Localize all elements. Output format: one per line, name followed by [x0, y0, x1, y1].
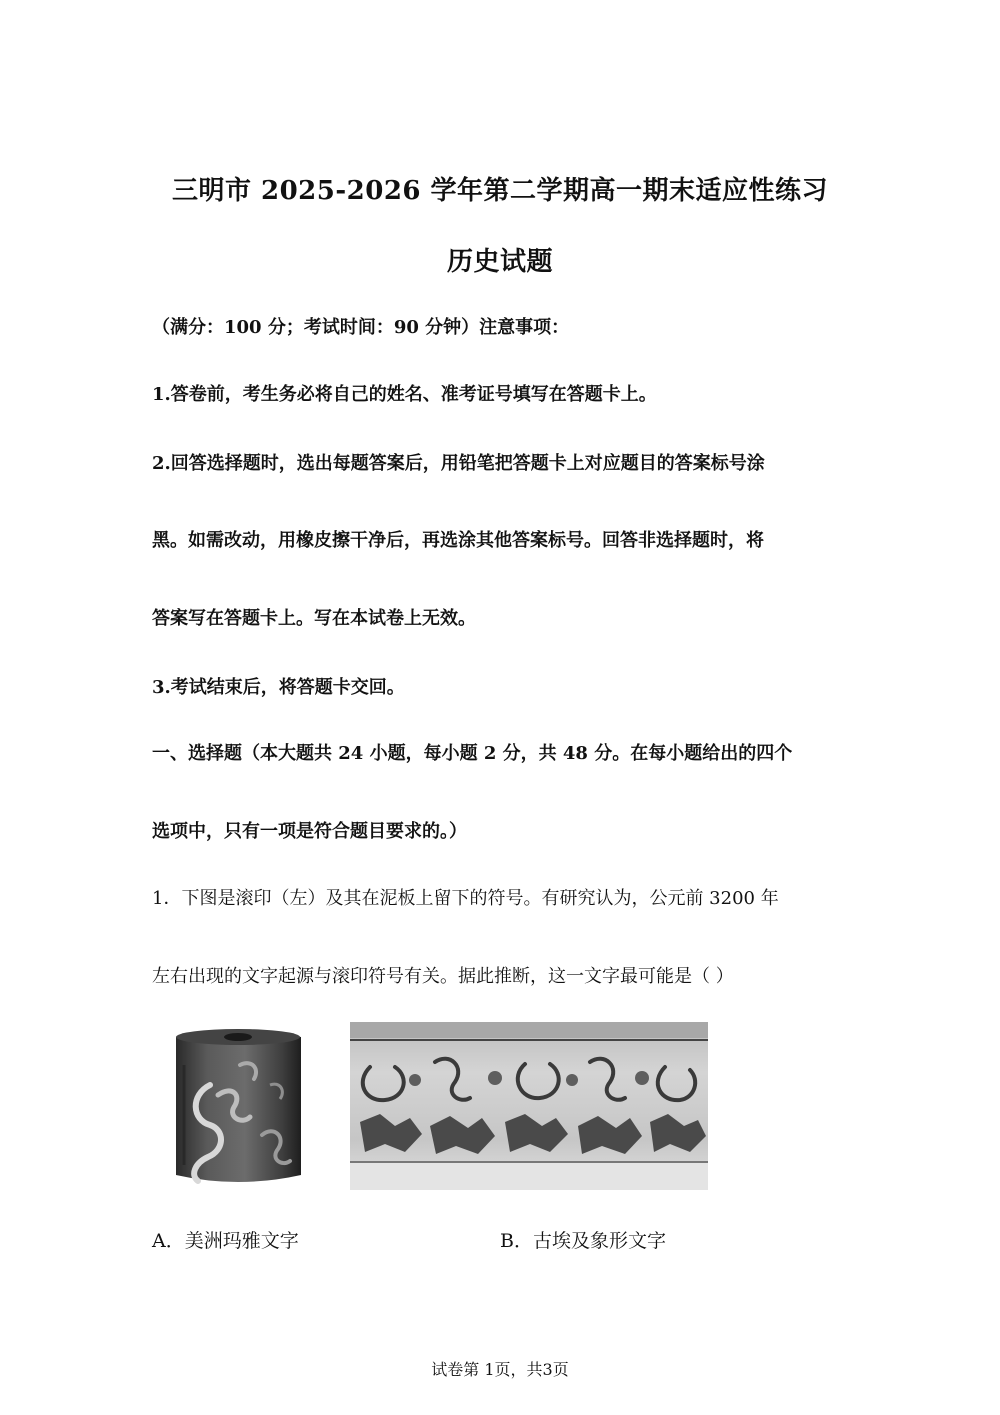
page-title: 三明市 2025-2026 学年第二学期高一期末适应性练习	[171, 176, 829, 206]
page-footer: 试卷第 1页，共3页	[431, 1360, 569, 1379]
clay-impression-image	[350, 1022, 708, 1190]
notice-item-2-line-1: 2.回答选择题时，选出每题答案后，用铅笔把答题卡上对应题目的答案标号涂	[152, 453, 765, 474]
option-b[interactable]: B．古埃及象形文字	[500, 1230, 666, 1252]
question-1-stem-line-1: 1．下图是滚印（左）及其在泥板上留下的符号。有研究认为，公元前 3200 年	[152, 888, 779, 909]
notice-item-1: 1.答卷前，考生务必将自己的姓名、准考证号填写在答题卡上。	[152, 384, 657, 405]
question-1-stem-line-2: 左右出现的文字起源与滚印符号有关。据此推断，这一文字最可能是（ ）	[152, 966, 734, 987]
notice-item-2-line-3: 答案写在答题卡上。写在本试卷上无效。	[152, 608, 476, 629]
section-heading-line-2: 选项中，只有一项是符合题目要求的。）	[152, 821, 467, 842]
notice-item-2-line-2: 黑。如需改动，用橡皮擦干净后，再选涂其他答案标号。回答非选择题时，将	[152, 530, 764, 551]
notice-item-3: 3.考试结束后，将答题卡交回。	[152, 677, 405, 698]
page-subtitle: 历史试题	[446, 247, 553, 277]
option-a[interactable]: A．美洲玛雅文字	[152, 1230, 299, 1252]
section-heading-line-1: 一、选择题（本大题共 24 小题，每小题 2 分，共 48 分。在每小题给出的四个	[152, 743, 793, 764]
cylinder-seal-image	[170, 1025, 307, 1190]
exam-info: （满分：100 分；考试时间：90 分钟）注意事项：	[152, 317, 570, 338]
